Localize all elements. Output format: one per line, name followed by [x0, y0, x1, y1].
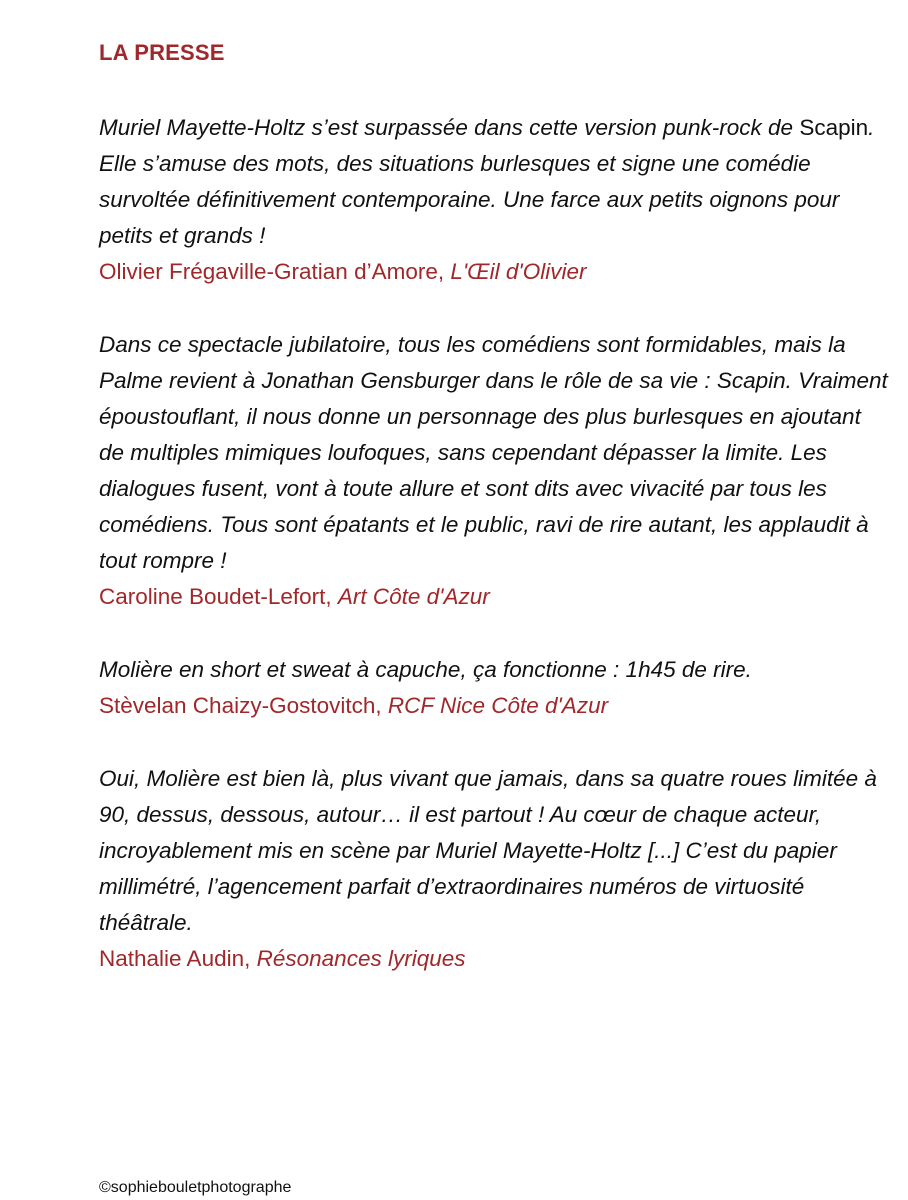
press-section	[99, 38, 889, 1014]
review-quote: Dans ce spectacle jubilatoire, tous les comédiens sont formidables, mais la Palme revient à Jonathan Gensburger dans le rôle de sa vie : Scapin. Vraiment époustouflant, il nous donne un personnage des plus burlesques en ajoutant de multiples mimiques loufoques, sans cependant dépasser la limite. Les dialogues fusent, vont à toute allure et sont dits avec vivacité par tous les comédiens. Tous sont épatants et le public, ravi de rire autant, les applaudit à tout rompre !	[99, 332, 888, 573]
review-quote: Molière en short et sweat à capuche, ça fonctionne : 1h45 de rire.	[99, 657, 752, 682]
review-2	[99, 327, 889, 615]
publication-name: RCF Nice Côte d'Azur	[387, 693, 609, 718]
quote-text: . Elle s’amuse des mots, des situations burlesques et signe une comédie survoltée définitivement contemporaine. Une farce aux petits oignons pour petits et grands !	[99, 115, 875, 248]
section-heading: LA PRESSE	[99, 40, 225, 65]
review-author	[99, 941, 889, 977]
publication-name: Résonances lyriques	[256, 946, 466, 971]
photo-credit: ©sophiebouletphotographe	[99, 1179, 292, 1196]
review-1	[99, 110, 889, 290]
review-3	[99, 652, 889, 724]
publication-name: Art Côte d'Azur	[337, 584, 490, 609]
publication-name: L'Œil d'Olivier	[450, 259, 587, 284]
review-author	[99, 688, 889, 724]
review-author	[99, 579, 889, 615]
author-name: Caroline Boudet-Lefort,	[99, 584, 338, 609]
author-name: Olivier Frégaville-Gratian d’Amore,	[99, 259, 451, 284]
author-name: Nathalie Audin,	[99, 946, 257, 971]
play-title: Scapin	[799, 115, 869, 140]
quote-text: Muriel Mayette-Holtz s’est surpassée dans cette version punk-rock de	[99, 115, 800, 140]
review-quote	[99, 110, 889, 254]
review-quote: Oui, Molière est bien là, plus vivant que jamais, dans sa quatre roues limitée à 90, dessus, dessous, autour… il est partout ! Au cœur de chaque acteur, incroyablement mis en scène par Muriel Mayette-Holtz [...] C’est du papier millimétré, l’agencement parfait d’extraordinaires numéros de virtuosité théâtrale.	[99, 766, 877, 935]
author-name: Stèvelan Chaizy-Gostovitch,	[99, 693, 388, 718]
review-author	[99, 254, 889, 290]
review-4	[99, 761, 889, 977]
